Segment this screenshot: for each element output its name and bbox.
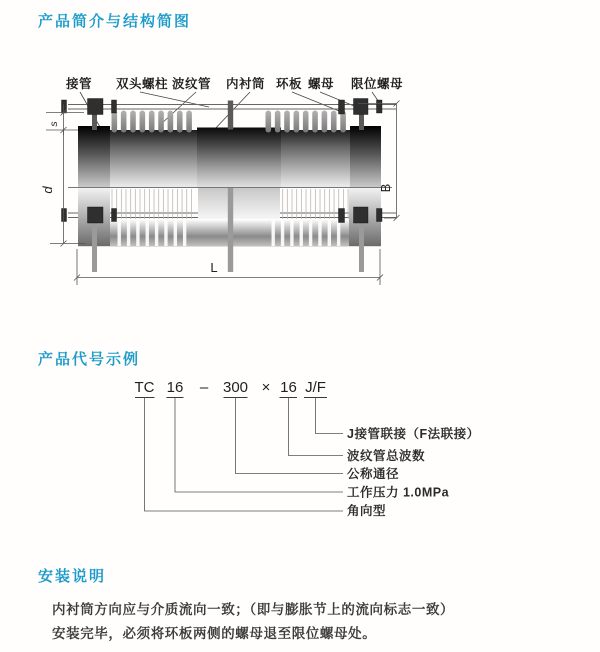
code-segment-diameter: 300 — [222, 379, 249, 396]
callout-lines — [145, 398, 344, 512]
code-segment-connection: J/F — [305, 379, 326, 396]
install-instruction-2: 安装完毕，必须将环板两侧的螺母退至限位螺母处。 — [52, 626, 377, 641]
callout-waves: 波纹管总波数 — [347, 449, 426, 463]
code-segment-dash: – — [199, 379, 209, 396]
code-segments — [135, 379, 326, 396]
label-neichentong: 内衬筒 — [226, 77, 266, 91]
dim-label-s: s — [48, 121, 60, 127]
label-huanban: 环板 — [276, 77, 303, 91]
label-luomu: 螺母 — [308, 77, 335, 91]
label-jieguan: 接管 — [66, 77, 93, 91]
callout-labels — [347, 426, 480, 518]
label-bowenguan: 波纹管 — [172, 77, 212, 91]
code-segment-type: TC — [134, 379, 155, 396]
callout-diameter: 公称通径 — [347, 467, 400, 481]
label-xianwei-luomu: 限位螺母 — [351, 77, 404, 91]
code-segment-times: × — [261, 379, 271, 396]
dim-label-B: B — [378, 183, 393, 193]
dim-label-L: L — [210, 260, 218, 275]
install-instruction-1: 内衬筒方向应与介质流向一致；（即与膨胀节上的流向标志一致） — [52, 602, 455, 617]
section-title-intro: 产品简介与结构简图 — [38, 13, 192, 30]
callout-connection: J接管联接（F法联接） — [347, 427, 480, 441]
callout-type: 角向型 — [347, 504, 387, 518]
dim-label-d: d — [40, 186, 55, 194]
code-segment-waves: 16 — [280, 379, 297, 396]
section-title-install: 安装说明 — [38, 568, 107, 585]
code-segment-pressure: 16 — [166, 379, 184, 396]
callout-pressure: 工作压力 1.0MPa — [347, 485, 450, 500]
section-title-code: 产品代号示例 — [38, 351, 141, 368]
label-shuangtou-luozhu: 双头螺柱 — [116, 77, 169, 91]
